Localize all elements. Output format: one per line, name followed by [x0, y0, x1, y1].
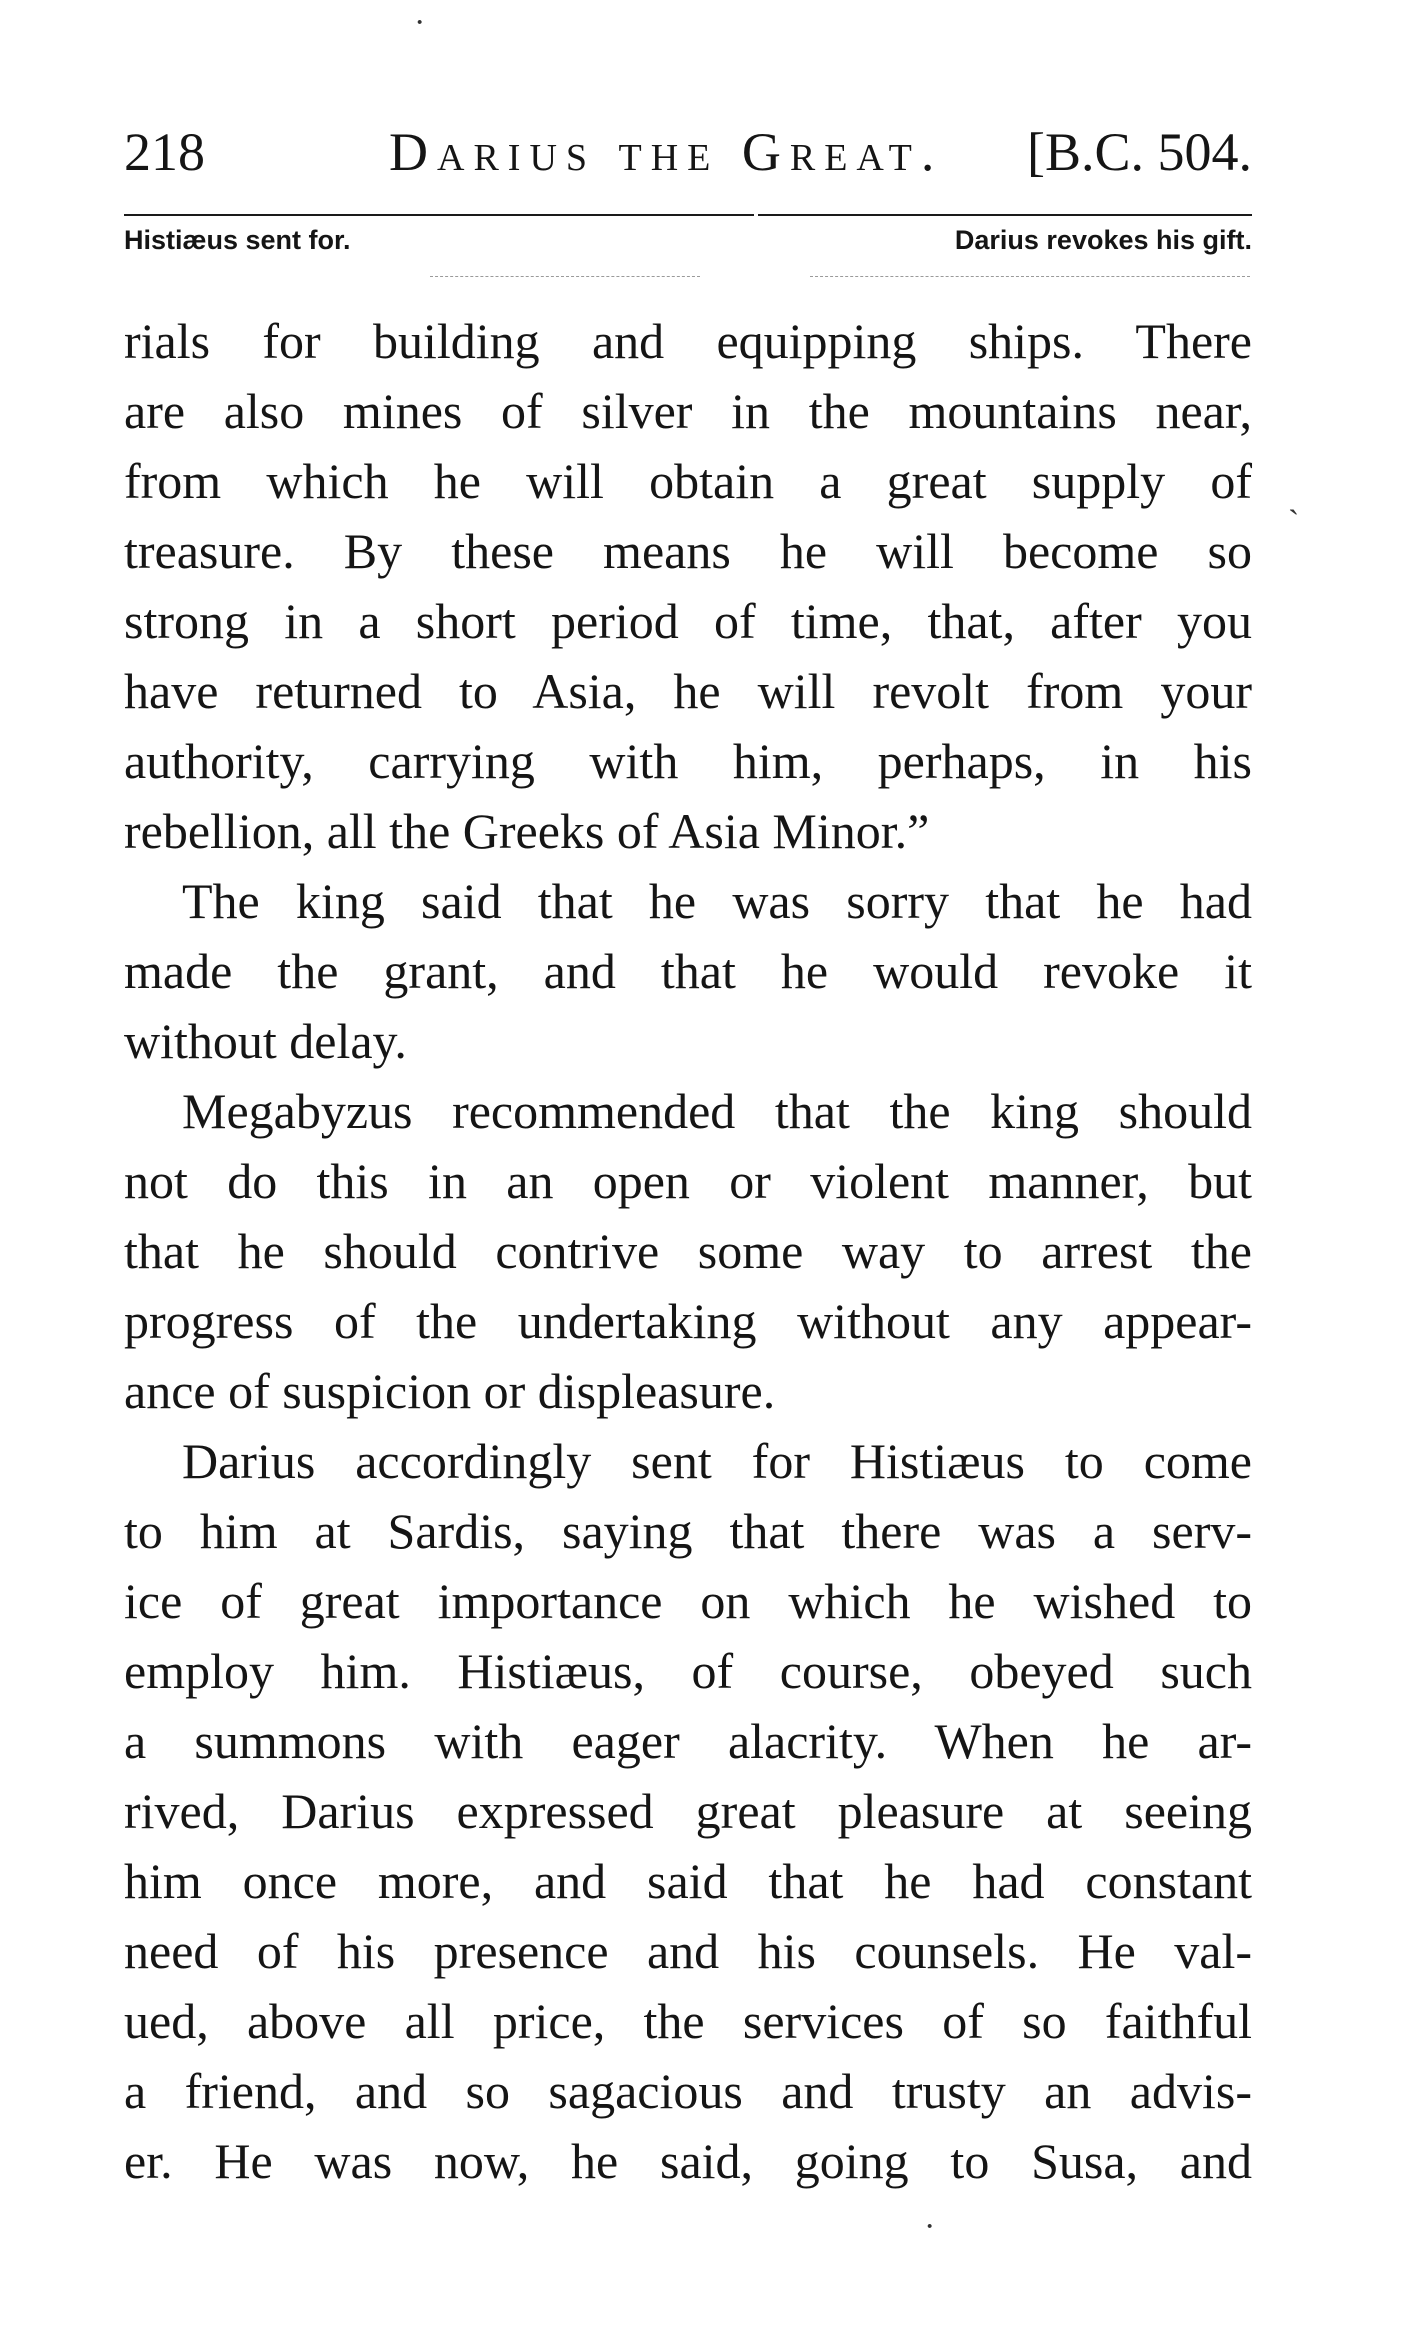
text-line: employ him. Histiæus, of course, obeyed such — [124, 1643, 1252, 1699]
text-line: er. He was now, he said, going to Susa, and — [124, 2133, 1252, 2189]
paragraph-end-line: without delay. — [124, 1013, 407, 1069]
text-line: from which he will obtain a great supply of — [124, 453, 1252, 509]
sidenote-right: Darius revokes his gift. — [954, 225, 1252, 255]
paragraph-end-line: ance of suspicion or displeasure. — [124, 1363, 776, 1419]
sidenote-divider-right — [810, 276, 1250, 277]
date-reference: [B.C. 504. — [1026, 122, 1252, 182]
text-line: treasure. By these means he will become so — [124, 523, 1252, 579]
text-line: need of his presence and his counsels. He val- — [124, 1923, 1252, 1979]
text-line: rials for building and equipping ships. There — [124, 313, 1252, 369]
text-line: made the grant, and that he would revoke it — [124, 943, 1252, 999]
running-head — [124, 118, 1252, 198]
text-line: have returned to Asia, he will revolt from your — [124, 663, 1252, 719]
paragraph-start-line: Megabyzus recommended that the king should — [182, 1083, 1252, 1139]
text-line: to him at Sardis, saying that there was a serv- — [124, 1503, 1252, 1559]
text-line: not do this in an open or violent manner, but — [124, 1153, 1252, 1209]
running-title: Darius the Great. — [389, 122, 944, 182]
text-line: ice of great importance on which he wished to — [124, 1573, 1252, 1629]
text-line: him once more, and said that he had constant — [124, 1853, 1252, 1909]
text-line: a summons with eager alacrity. When he ar- — [124, 1713, 1252, 1769]
page-number: 218 — [124, 122, 205, 182]
paragraph-start-line: The king said that he was sorry that he had — [182, 873, 1252, 929]
scan-speck: · — [924, 2208, 936, 2245]
text-line: rived, Darius expressed great pleasure at seeing — [124, 1783, 1252, 1839]
header-rule-left — [124, 214, 754, 216]
paragraph-end-line: rebellion, all the Greeks of Asia Minor.” — [124, 803, 930, 859]
text-line: authority, carrying with him, perhaps, in his — [124, 733, 1252, 789]
scan-mark: ` — [1288, 504, 1300, 541]
scan-speck: · — [414, 4, 426, 41]
text-line: strong in a short period of time, that, after you — [124, 593, 1252, 649]
body-text — [124, 306, 1252, 2196]
paragraph-start-line: Darius accordingly sent for Histiæus to come — [182, 1433, 1252, 1489]
text-line: are also mines of silver in the mountains near, — [124, 383, 1252, 439]
text-line: that he should contrive some way to arrest the — [124, 1223, 1252, 1279]
text-line: a friend, and so sagacious and trusty an advis- — [124, 2063, 1252, 2119]
text-line: ued, above all price, the services of so faithful — [124, 1993, 1252, 2049]
sidenote-left: Histiæus sent for. — [124, 225, 351, 255]
text-line: progress of the undertaking without any appear- — [124, 1293, 1252, 1349]
sidenote-divider-left — [430, 276, 700, 277]
header-rule-right — [758, 214, 1252, 216]
